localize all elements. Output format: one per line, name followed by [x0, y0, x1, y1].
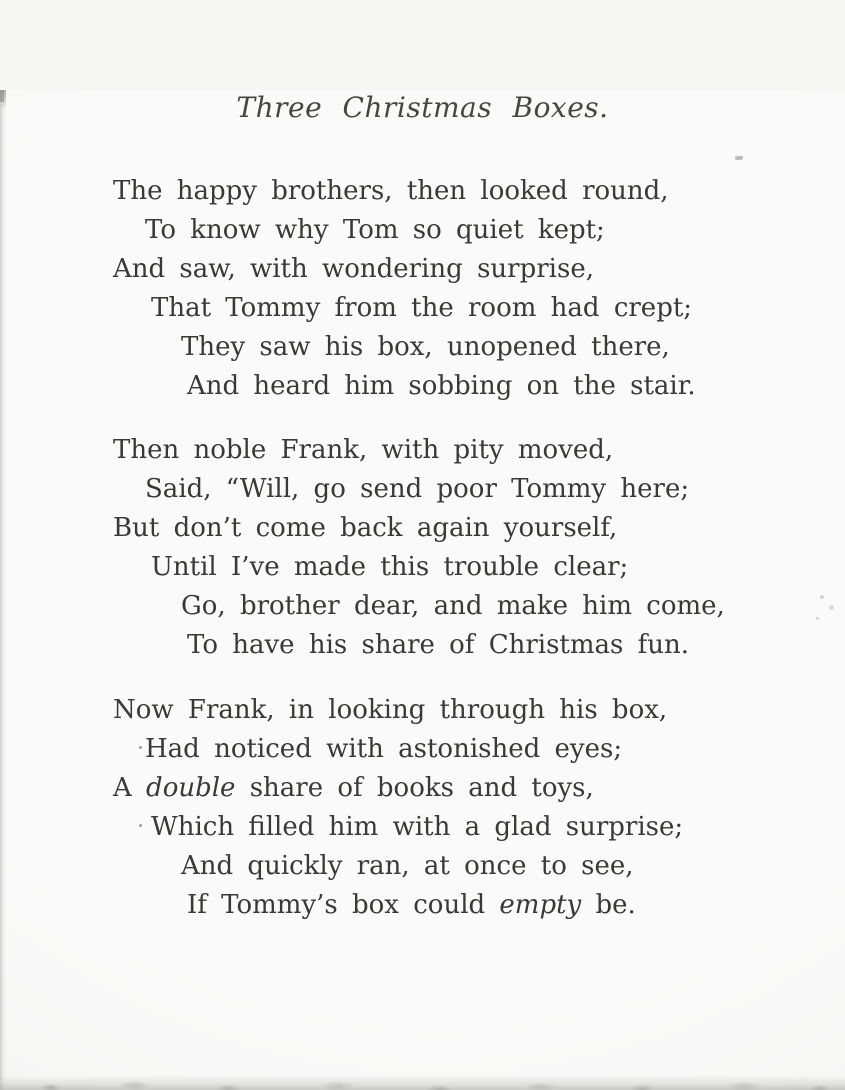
poem-line: And saw, with wondering surprise,	[113, 254, 594, 284]
poem-line: And quickly ran, at once to see,	[181, 851, 634, 881]
poem-line: Said, “Will, go send poor Tommy here;	[145, 474, 690, 504]
poem-line: They saw his box, unopened there,	[181, 332, 670, 362]
stanza-1	[113, 172, 732, 406]
poem-line: The happy brothers, then looked round,	[113, 176, 669, 206]
poem-line: Until I’ve made this trouble clear;	[151, 552, 629, 582]
poem-line: That Tommy from the room had crept;	[151, 293, 693, 323]
poem-line: Then noble Frank, with pity moved,	[113, 435, 614, 465]
poem-line: To have his share of Christmas fun.	[187, 630, 690, 660]
page-content	[0, 90, 845, 925]
scan-bottom-edge	[0, 1075, 845, 1090]
poem-line: Go, brother dear, and make him come,	[181, 591, 725, 621]
line-text: A	[113, 773, 147, 803]
scanned-page	[0, 90, 845, 1090]
line-text: If Tommy’s box could	[187, 890, 500, 920]
line-italic-word: empty	[499, 890, 582, 920]
stanza-2	[113, 431, 732, 665]
line-text: share of books and toys,	[235, 773, 594, 803]
poem-title: Three Christmas Boxes.	[236, 91, 609, 124]
poem-line	[113, 886, 732, 925]
line-text: be.	[581, 890, 636, 920]
poem-line: Which filled him with a glad surprise;	[113, 808, 732, 847]
poem-line: To know why Tom so quiet kept;	[145, 215, 605, 245]
poem-line	[113, 769, 732, 808]
stanza-3	[113, 691, 732, 925]
poem-line: And heard him sobbing on the stair.	[187, 371, 696, 401]
poem-line: Had noticed with astonished eyes;	[113, 730, 732, 769]
poem-line: But don’t come back again yourself,	[113, 513, 618, 543]
poem-line: Now Frank, in looking through his box,	[113, 695, 668, 725]
line-italic-word: double	[146, 773, 236, 803]
